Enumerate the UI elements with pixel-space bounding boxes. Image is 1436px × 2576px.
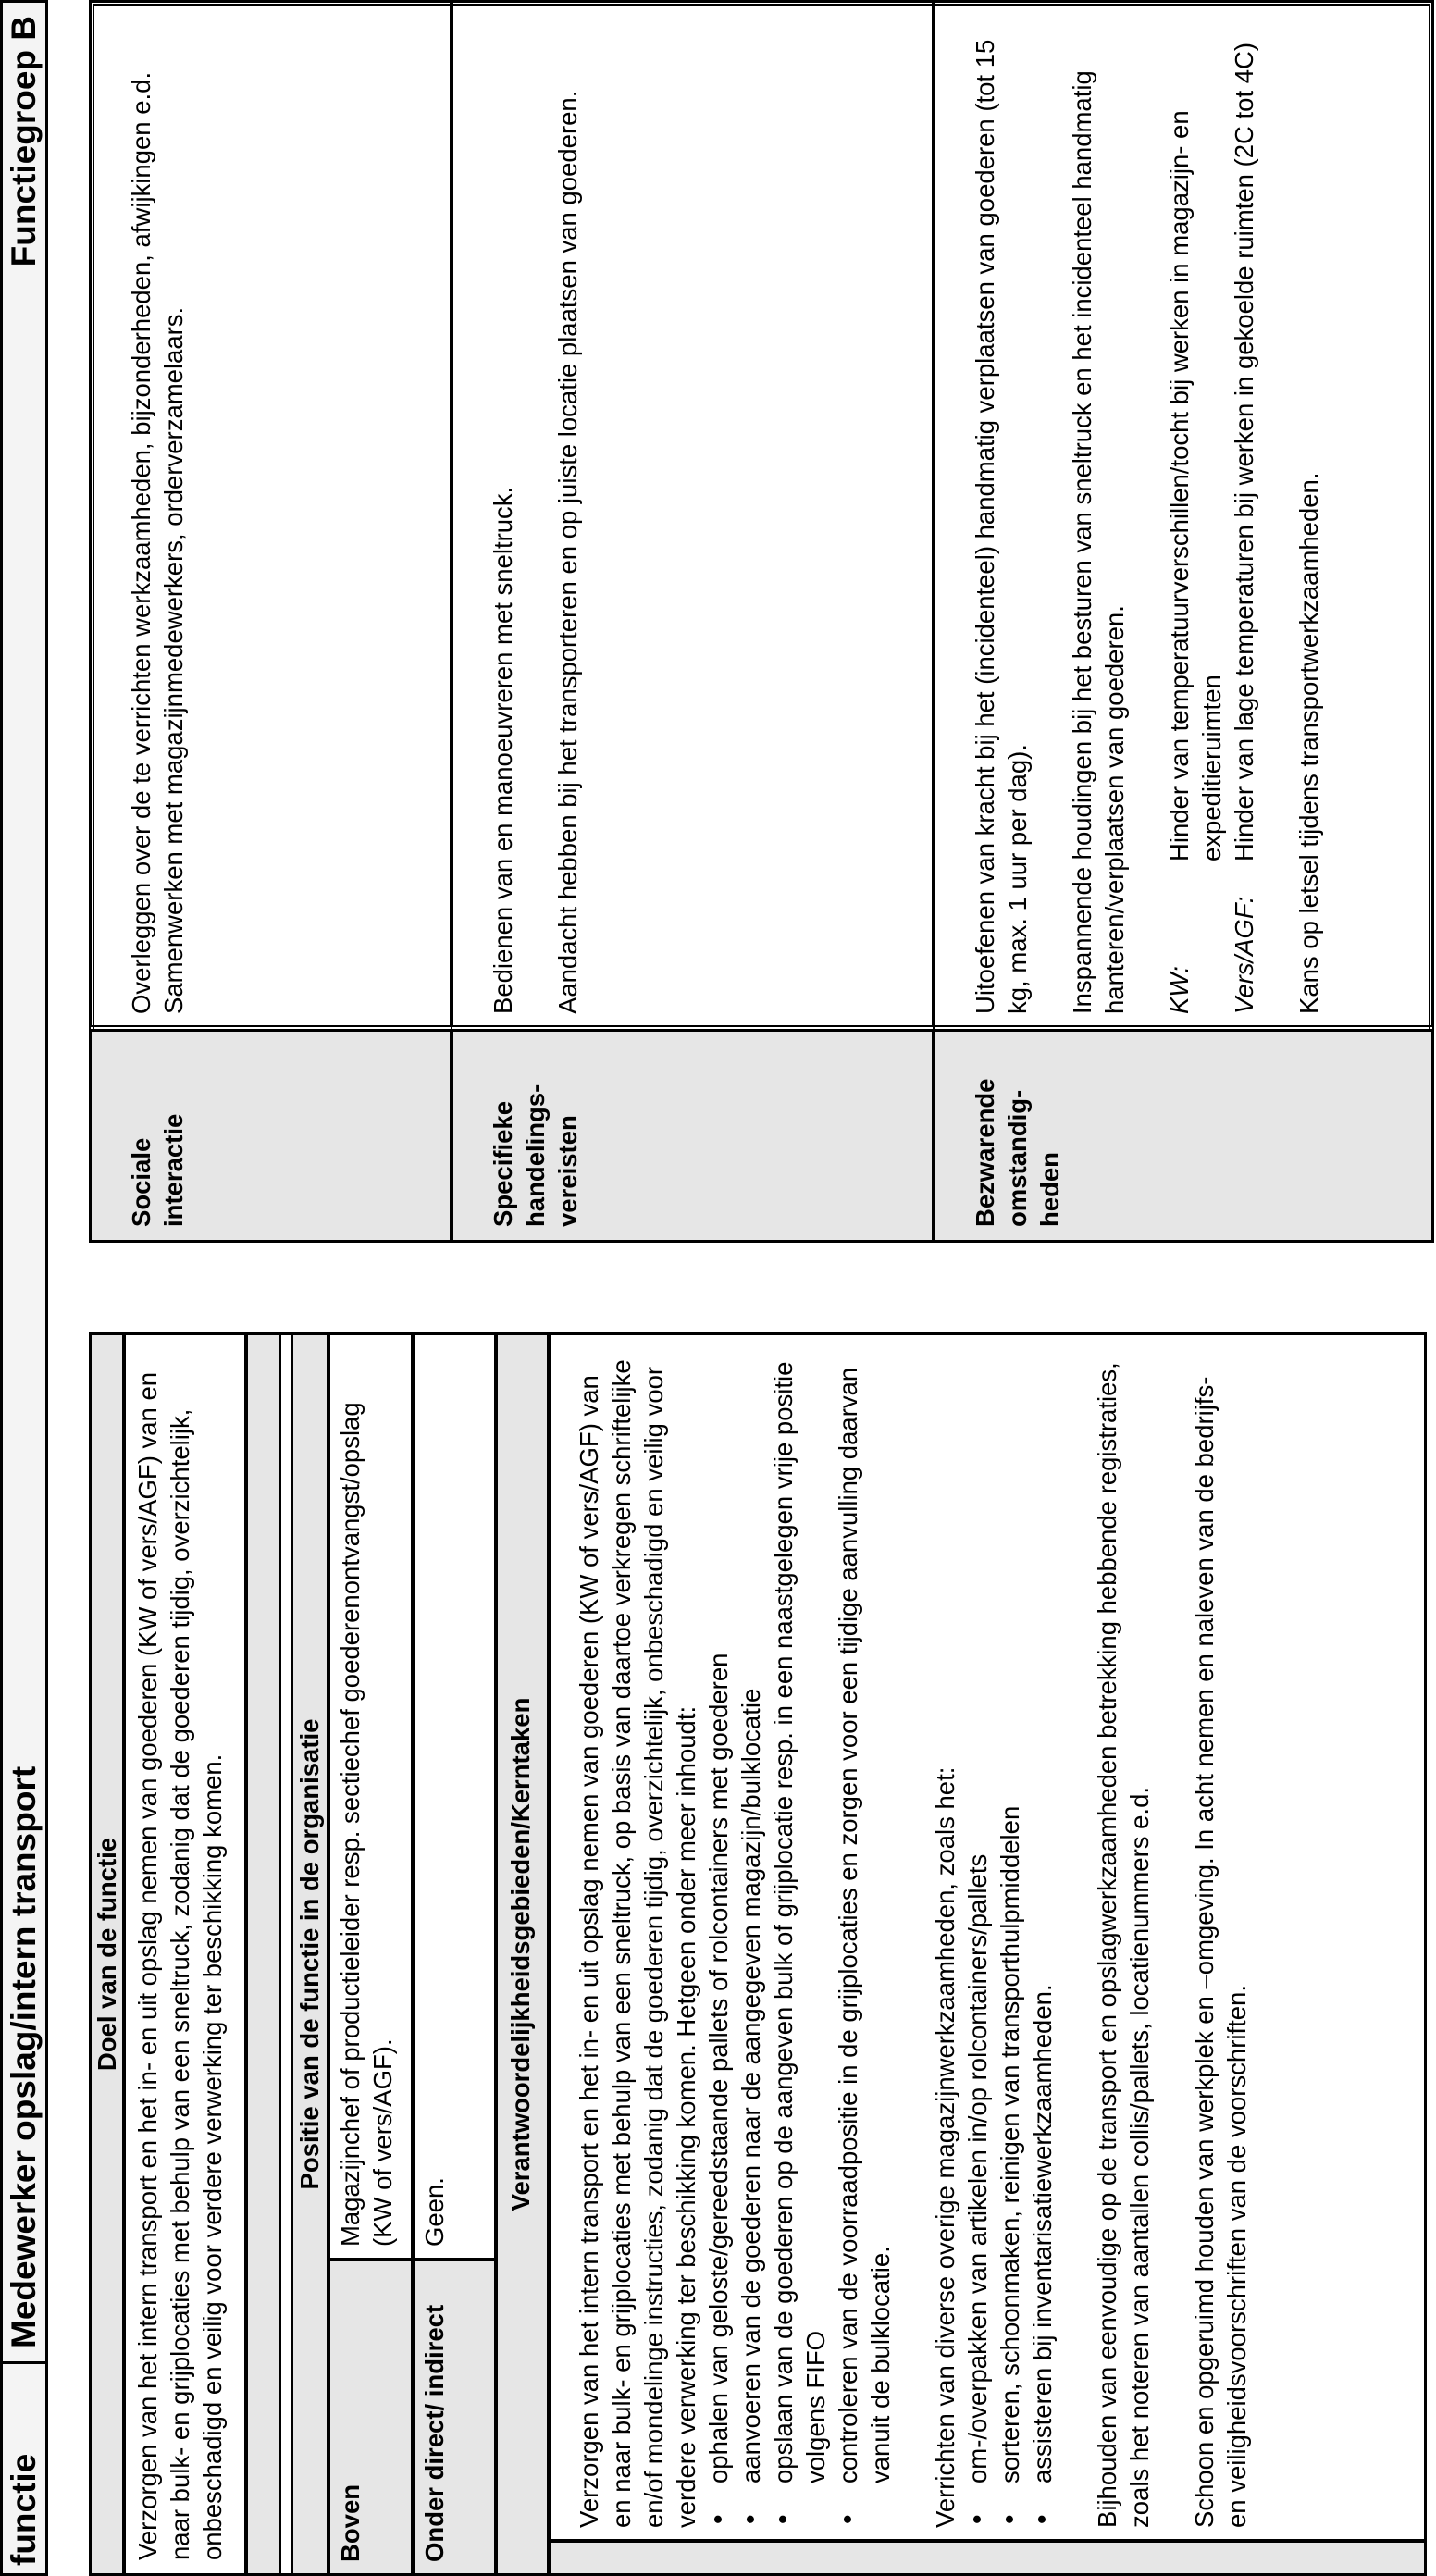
- bezwarende-paragraph-3: Kans op letsel tijdens transportwerkzaamheden.: [1294, 472, 1323, 1014]
- kerntaken-list-2: [961, 1346, 1058, 2528]
- list-item: • opslaan van de goederen op de aangeven bulk of grijplocatie resp. in een naastgelegen vrije positie volgens FIFO: [767, 1346, 832, 2528]
- onder-label: Onder direct/ indirect: [412, 2259, 497, 2576]
- sociale-label: Sociale interactie: [89, 1029, 452, 1243]
- bezwarende-label: Bezwarende omstandig-heden: [933, 1029, 1434, 1243]
- spacer-row: [245, 1332, 281, 2576]
- list-item: • ophalen van geloste/gereedstaande pallets of rolcontainers met goederen: [702, 1346, 735, 2528]
- specifieke-content: [451, 0, 935, 1031]
- bezwarende-content: [933, 0, 1434, 1031]
- list-item: • controleren van de voorraadpositie in de grijplocaties en zorgen voor een tijdige aanvulling daarvan vanuit de bulklocatie.: [832, 1346, 897, 2528]
- kerntaken-list-1: [702, 1346, 897, 2528]
- kerntaken-paragraph-1: Verzorgen van het intern transport en het in- en uit opslag nemen van goederen (KW of vers/AGF) van en naar bulk- en grijplocaties met behulp van een sneltruck, op basis van daartoe verkregen schriftelijke en/of mondelinge instructies, zodanig dat de goederen tijdig, overzichtelijk, onbeschadigd en veilig voor verdere verwerking ter beschikking komen. Hetgeen onder meer inhoudt:: [575, 1359, 700, 2528]
- item-key: Vers/AGF:: [1230, 896, 1258, 1014]
- kerntaken-content: [548, 1332, 1427, 2542]
- item-value: Hinder van temperatuurverschillen/tocht bij werken in magazijn- en expeditieruimten: [1165, 110, 1226, 861]
- header-title-bar: [0, 0, 48, 2364]
- kerntaken-side-strip: [548, 2540, 1427, 2576]
- specifieke-paragraph-2: Aandacht hebben bij het transporteren en op juiste locatie plaatsen van goederen.: [553, 90, 582, 1014]
- sociale-line: Samenwerken met magazijnmedewerkers, orderverzamelaars.: [159, 306, 188, 1014]
- bezwarende-paragraph-2: Inspannende houdingen bij het besturen van sneltruck en het incidenteel handmatig hanteren/verplaatsen van goederen.: [1068, 70, 1129, 1014]
- item-key: KW:: [1165, 966, 1194, 1014]
- header-label: functie: [0, 2361, 48, 2576]
- doel-heading: Doel van de functie: [89, 1332, 125, 2576]
- sociale-line: Overleggen over de te verrichten werkzaamheden, bijzonderheden, afwijkingen e.d.: [127, 71, 155, 1014]
- list-item: • sorteren, schoonmaken, reinigen van transporthulpmiddelen: [994, 1346, 1026, 2528]
- page-title: Medewerker opslag/intern transport: [5, 1765, 43, 2348]
- kerntaken-paragraph-4: Schoon en opgeruimd houden van werkplek en –omgeving. In acht nemen en naleven van de bedrijfs- en veiligheidsvoorschriften van de voorschriften.: [1190, 1376, 1251, 2528]
- item-value: Hinder van lage temperaturen bij werken in gekoelde ruimten (2C tot 4C): [1230, 42, 1258, 861]
- sociale-content: [89, 0, 452, 1031]
- bezwarende-item-vers: [1228, 14, 1260, 1014]
- list-item: • om-/overpakken van artikelen in/op rolcontainers/pallets: [961, 1346, 994, 2528]
- kerntaken-heading: Verantwoordelijkheidsgebieden/Kerntaken: [495, 1332, 550, 2576]
- boven-value: Magazijnchef of productieleider resp. sectiechef goederenontvangst/opslag (KW of vers/AGF).: [328, 1332, 414, 2260]
- bezwarende-item-kw: [1163, 14, 1228, 1014]
- specifieke-label: Specifieke handelings-vereisten: [451, 1029, 935, 1243]
- boven-label: Boven: [328, 2259, 414, 2576]
- kerntaken-paragraph-3: Bijhouden van eenvoudige op de transport en opslagwerkzaamheden betrekking hebbende registraties, zoals het noteren van aantallen collis/pallets, locatienummers e.d.: [1093, 1362, 1154, 2528]
- onder-value: Geen.: [412, 1332, 497, 2260]
- kerntaken-paragraph-2: Verrichten van diverse overige magazijnwerkzaamheden, zoals het:: [931, 1766, 959, 2528]
- function-group: Functiegroep B: [5, 16, 43, 267]
- positie-heading: Positie van de functie in de organisatie: [291, 1332, 329, 2576]
- bezwarende-paragraph-1: Uitoefenen van kracht bij het (incidenteel) handmatig verplaatsen van goederen (tot 15 kg, max. 1 uur per dag).: [971, 39, 1032, 1014]
- list-item: • aanvoeren van de goederen naar de aangegeven magazijn/bulklocatie: [735, 1346, 767, 2528]
- doel-text: Verzorgen van het intern transport en het in- en uit opslag nemen van goederen (KW of vers/AGF) van en naar bulk- en grijplocaties met behulp van een sneltruck, zodanig dat de goederen tijdig, overzichtelijk, onbeschadigd en veilig voor verdere verwerking ter beschikking komen.: [123, 1332, 247, 2576]
- specifieke-paragraph-1: Bedienen van en manoeuvreren met sneltruck.: [489, 486, 517, 1014]
- list-item: • assisteren bij inventarisatiewerkzaamheden.: [1026, 1346, 1058, 2528]
